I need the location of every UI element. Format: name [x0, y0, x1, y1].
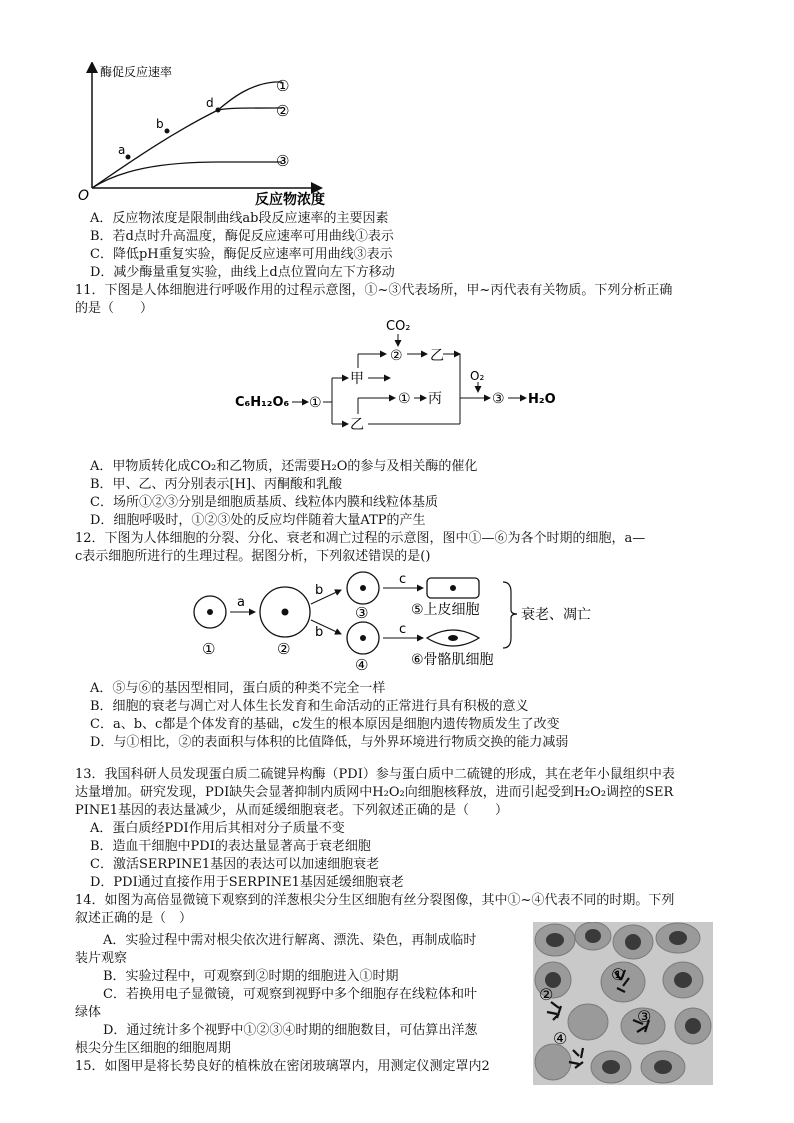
q11-option-a: A．甲物质转化成CO₂和乙物质，还需要H₂O的参与及相关酶的催化	[90, 459, 478, 474]
q13-stem-line1: 13．我国科研人员发现蛋白质二硫键异构酶（PDI）参与蛋白质中二硫键的形成，其在老年小鼠组织中表	[75, 767, 675, 782]
curve-3	[92, 162, 282, 188]
chart-xlabel: 反应物浓度	[255, 192, 325, 208]
epithelial-cell-label: ⑤上皮细胞	[411, 602, 480, 618]
q14-option-b: B．实验过程中，可观察到②时期的细胞进入①时期	[103, 969, 399, 984]
process-c-top-label: c	[399, 572, 407, 587]
cell-4-label: ④	[355, 656, 369, 672]
q13-option-b: B．造血干细胞中PDI的表达量显著高于衰老细胞	[90, 839, 371, 854]
q14-option-c-line2: 绿体	[75, 1005, 102, 1020]
site-3: ③	[492, 391, 505, 407]
point-d	[216, 108, 221, 113]
q11-option-b: B．甲、乙、丙分别表示[H]、丙酮酸和乳酸	[90, 477, 343, 492]
process-c-bottom-label: c	[399, 622, 407, 637]
site-1-second: ①	[398, 391, 411, 407]
q14-stem-line2: 叙述正确的是（ ）	[75, 911, 193, 926]
site-1-first: ①	[309, 395, 322, 411]
q12-stem-line2: c表示细胞所进行的生理过程。据图分析，下列叙述错误的是()	[75, 549, 431, 564]
photo-label-1: ①	[611, 965, 626, 984]
glucose-label: C₆H₁₂O₆	[235, 395, 290, 410]
q12-option-d: D．与①相比，②的表面积与体积的比值降低，与外界环境进行物质交换的能力减弱	[90, 735, 569, 750]
q11-option-c: C．场所①②③分别是细胞质基质、线粒体内膜和线粒体基质	[90, 495, 438, 510]
process-a-label: a	[237, 595, 245, 610]
site-2: ②	[390, 348, 403, 364]
enzyme-rate-chart	[70, 62, 330, 208]
process-b-bottom-label: b	[315, 625, 324, 640]
h2o-label: H₂O	[528, 392, 556, 407]
q13-option-a: A．蛋白质经PDI作用后其相对分子质量不变	[90, 821, 345, 836]
photo-label-3: ③	[637, 1007, 652, 1026]
yi-bottom-label: 乙	[350, 417, 364, 433]
curve-2-label: ②	[276, 102, 290, 120]
curve-1	[92, 82, 282, 188]
point-a	[126, 155, 131, 160]
q13-stem-line2: 达量增加。研究发现，PDI缺失会显著抑制内质网中H₂O₂向细胞核释放，进而引起受到H₂O₂调控的SER	[75, 785, 674, 800]
o2-label: O₂	[470, 369, 485, 383]
q14-option-d-line1: D．通过统计多个视野中①②③④时期的细胞数目，可估算出洋葱	[103, 1023, 478, 1038]
q14-option-c-line1: C．若换用电子显微镜，可观察到视野中多个细胞存在线粒体和叶	[103, 987, 477, 1002]
q10-option-b: B．若d点时升高温度，酶促反应速率可用曲线①表示	[90, 229, 394, 244]
q10-option-a: A．反应物浓度是限制曲线ab段反应速率的主要因素	[90, 211, 389, 226]
cell-2-label: ②	[277, 640, 291, 658]
curve-2	[218, 108, 282, 110]
jia-label: 甲	[350, 371, 364, 387]
cell-3-label: ③	[355, 604, 369, 622]
bing-label: 丙	[428, 391, 442, 407]
q14-stem-line1: 14．如图为高倍显微镜下观察到的洋葱根尖分生区细胞有丝分裂图像，其中①~④代表不同的时期。下列	[75, 893, 675, 908]
curve-3-label: ③	[276, 152, 290, 170]
point-b-label: b	[156, 117, 164, 131]
curve-1-label: ①	[276, 77, 290, 95]
q12-option-b: B．细胞的衰老与凋亡对人体生长发育和生命活动的正常进行具有积极的意义	[90, 699, 529, 714]
q15-stem-line1: 15．如图甲是将长势良好的植株放在密闭玻璃罩内，用测定仪测定罩内2	[75, 1059, 490, 1074]
q14-option-a-line2: 装片观察	[75, 951, 128, 966]
point-d-label: d	[206, 96, 214, 110]
q12-stem-line1: 12．下图为人体细胞的分裂、分化、衰老和凋亡过程的示意图，图中①—⑥为各个时期的细胞，a—	[75, 531, 646, 546]
q11-option-d: D．细胞呼吸时，①②③处的反应均伴随着大量ATP的产生	[90, 513, 426, 528]
chart-ylabel: 酶促反应速率	[100, 65, 173, 79]
q13-option-d: D．PDI通过直接作用于SERPINE1基因延缓细胞衰老	[90, 875, 404, 890]
cell-1-label: ①	[202, 640, 216, 658]
q10-option-c: C．降低pH重复实验，酶促反应速率可用曲线③表示	[90, 247, 393, 262]
fate-label: 衰老、凋亡	[521, 607, 591, 623]
q13-stem-line3: PINE1基因的表达量减少，从而延缓细胞衰老。下列叙述正确的是（ ）	[75, 803, 509, 818]
photo-label-2: ②	[539, 985, 554, 1004]
q12-option-a: A．⑤与⑥的基因型相同，蛋白质的种类不完全一样	[90, 681, 386, 696]
point-a-label: a	[118, 143, 126, 157]
chart-origin: O	[78, 188, 90, 204]
q11-stem-line1: 11．下图是人体细胞进行呼吸作用的过程示意图，①~③代表场所，甲~丙代表有关物质。下列分析正确	[75, 283, 673, 298]
yi-top-label: 乙	[430, 348, 444, 364]
q14-option-d-line2: 根尖分生区细胞的细胞周期	[75, 1041, 232, 1056]
q14-option-a-line1: A．实验过程中需对根尖依次进行解离、漂洗、染色，再制成临时	[103, 933, 477, 948]
mitosis-micrograph	[533, 922, 713, 1085]
process-b-top-label: b	[315, 583, 324, 598]
respiration-diagram	[230, 316, 570, 442]
q13-option-c: C．激活SERPINE1基因的表达可以加速细胞衰老	[90, 857, 380, 872]
photo-label-4: ④	[553, 1029, 568, 1048]
q11-stem-line2: 的是（ ）	[75, 301, 154, 316]
point-b	[165, 129, 170, 134]
q12-option-c: C．a、b、c都是个体发育的基础，c发生的根本原因是细胞内遗传物质发生了改变	[90, 717, 560, 732]
q10-option-d: D．减少酶量重复实验，曲线上d点位置向左下方移动	[90, 265, 395, 280]
muscle-cell-label: ⑥骨骼肌细胞	[411, 652, 494, 668]
fate-brace	[503, 582, 517, 648]
co2-label: CO₂	[386, 319, 411, 334]
cell-process-diagram	[185, 566, 625, 672]
